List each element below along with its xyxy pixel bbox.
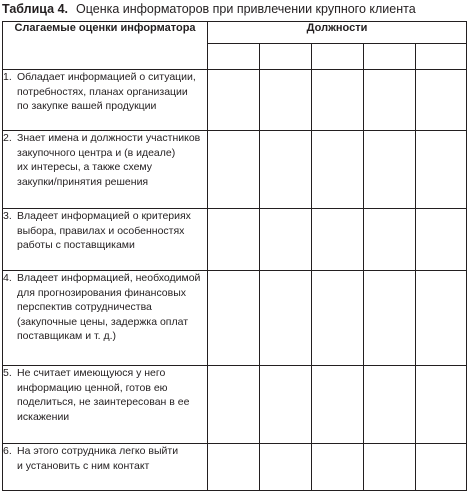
position-cell (260, 444, 312, 491)
position-cell (416, 70, 467, 131)
position-column-5 (416, 44, 467, 70)
position-cell (260, 131, 312, 209)
criterion-cell (3, 366, 208, 444)
table-caption (2, 1, 467, 19)
position-cell (208, 131, 260, 209)
header-criteria: Слагаемые оценки информатора (3, 22, 208, 70)
criterion-number: 5. (3, 367, 12, 379)
position-cell (416, 209, 467, 271)
position-cell (364, 366, 416, 444)
position-cell (208, 209, 260, 271)
position-cell (416, 444, 467, 491)
position-cell (416, 131, 467, 209)
criterion-number: 3. (3, 210, 12, 222)
criterion-text: Обладает информацией о ситуации, потребностях, планах организации по закупке вашей продукции (17, 71, 196, 112)
criterion-text: Не считает имеющуюся у него информацию ценной, готов ею поделиться, не заинтересован в ее искажении (17, 367, 190, 423)
criterion-text: Знает имена и должности участников закупочного центра и (в идеале) их интересы, а также схему закупки/принятия решения (17, 132, 201, 188)
criterion-cell (3, 209, 208, 271)
position-cell (364, 70, 416, 131)
position-cell (364, 209, 416, 271)
position-cell (260, 271, 312, 366)
position-column-4 (364, 44, 416, 70)
position-cell (260, 366, 312, 444)
position-cell (260, 70, 312, 131)
criterion-cell (3, 444, 208, 491)
position-column-1 (208, 44, 260, 70)
position-cell (312, 444, 364, 491)
criterion-cell (3, 271, 208, 366)
position-cell (364, 444, 416, 491)
position-column-2 (260, 44, 312, 70)
position-cell (364, 271, 416, 366)
table-row (3, 209, 467, 271)
position-cell (416, 271, 467, 366)
header-positions: Должности (208, 22, 467, 44)
position-cell (208, 366, 260, 444)
criterion-number: 4. (3, 272, 12, 284)
informant-evaluation-table (2, 21, 467, 491)
criterion-cell (3, 131, 208, 209)
table-caption-label: Таблица 4. (2, 2, 68, 16)
position-cell (208, 70, 260, 131)
table-caption-title: Оценка информаторов при привлечении крупного клиента (76, 2, 416, 16)
position-cell (416, 366, 467, 444)
table-row (3, 131, 467, 209)
position-cell (312, 70, 364, 131)
header-row-top (3, 22, 467, 44)
table-row (3, 444, 467, 491)
criterion-cell (3, 70, 208, 131)
criterion-text: На этого сотрудника легко выйти и установить с ним контакт (17, 445, 179, 472)
position-cell (208, 444, 260, 491)
table-row (3, 366, 467, 444)
criterion-text: Владеет информацией, необходимой для прогнозирования финансовых перспектив сотрудничества (закупочные цены, задержка оплат поставщикам и т. д.) (17, 272, 201, 342)
position-cell (312, 209, 364, 271)
criterion-number: 2. (3, 132, 12, 144)
position-cell (208, 271, 260, 366)
table-row (3, 271, 467, 366)
position-column-3 (312, 44, 364, 70)
criterion-number: 6. (3, 445, 12, 457)
position-cell (312, 366, 364, 444)
position-cell (312, 131, 364, 209)
position-cell (312, 271, 364, 366)
criterion-number: 1. (3, 71, 12, 83)
criterion-text: Владеет информацией о критериях выбора, правилах и особенностях работы с поставщиками (17, 210, 191, 251)
table-row (3, 70, 467, 131)
position-cell (364, 131, 416, 209)
position-cell (260, 209, 312, 271)
